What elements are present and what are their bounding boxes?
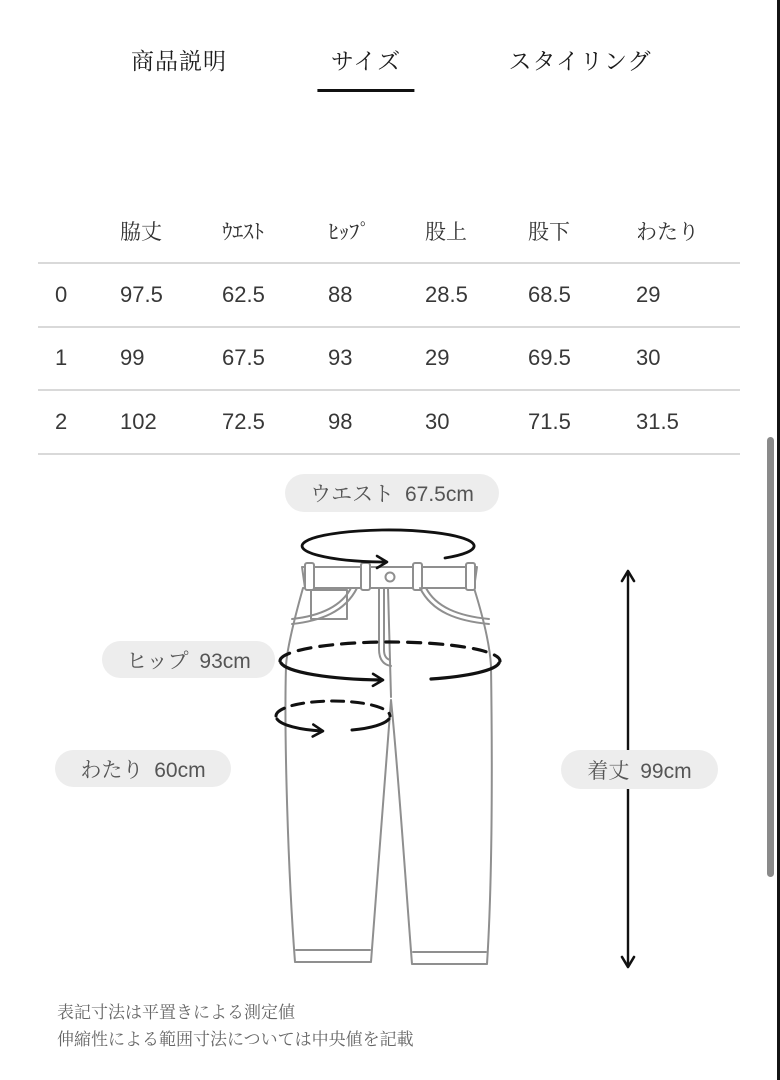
waist-girth-arrow — [302, 530, 474, 562]
cell-value: 31.5 — [636, 408, 679, 434]
cell-value: 30 — [425, 408, 450, 434]
cell-value: 102 — [120, 408, 157, 434]
thigh-measurement-pill: わたり 60cm — [55, 750, 231, 787]
cell-size: 1 — [55, 345, 68, 371]
col-inseam: 股下 — [528, 221, 570, 244]
cell-value: 67.5 — [222, 345, 265, 371]
col-waist: ｳｴｽﾄ — [222, 221, 264, 244]
col-side-length: 脇丈 — [120, 221, 162, 244]
note-line: 表記寸法は平置きによる測定値 — [57, 1003, 295, 1022]
cell-value: 28.5 — [425, 281, 468, 307]
cell-value: 29 — [636, 281, 661, 307]
cell-value: 99 — [120, 345, 145, 371]
note-line: 伸縮性による範囲寸法については中央値を記載 — [57, 1030, 414, 1049]
tab-styling[interactable]: スタイリング — [508, 48, 652, 74]
tab-size[interactable]: サイズ — [331, 44, 401, 78]
waist-measurement-pill: ウエスト 67.5cm — [285, 474, 499, 512]
cell-value: 69.5 — [528, 345, 571, 371]
cell-value: 98 — [328, 408, 353, 434]
col-rise: 股上 — [425, 221, 467, 244]
cell-value: 68.5 — [528, 281, 571, 307]
cell-value: 30 — [636, 345, 661, 371]
cell-size: 2 — [55, 408, 68, 434]
cell-value: 97.5 — [120, 281, 163, 307]
cell-value: 72.5 — [222, 408, 265, 434]
cell-size: 0 — [55, 281, 68, 307]
col-thigh: わたり — [636, 221, 699, 244]
pants-sketch — [285, 563, 491, 964]
hip-measurement-pill: ヒップ 93cm — [102, 641, 275, 678]
scrollbar-thumb[interactable] — [767, 437, 774, 877]
col-hip: ﾋｯﾌﾟ — [328, 221, 370, 244]
cell-value: 62.5 — [222, 281, 265, 307]
cell-value: 29 — [425, 345, 450, 371]
cell-value: 93 — [328, 345, 353, 371]
tab-product-description[interactable]: 商品説明 — [131, 48, 227, 74]
length-measurement-pill: 着丈 99cm — [561, 750, 718, 789]
measurement-notes — [57, 999, 414, 1053]
cell-value: 88 — [328, 281, 353, 307]
cell-value: 71.5 — [528, 408, 571, 434]
